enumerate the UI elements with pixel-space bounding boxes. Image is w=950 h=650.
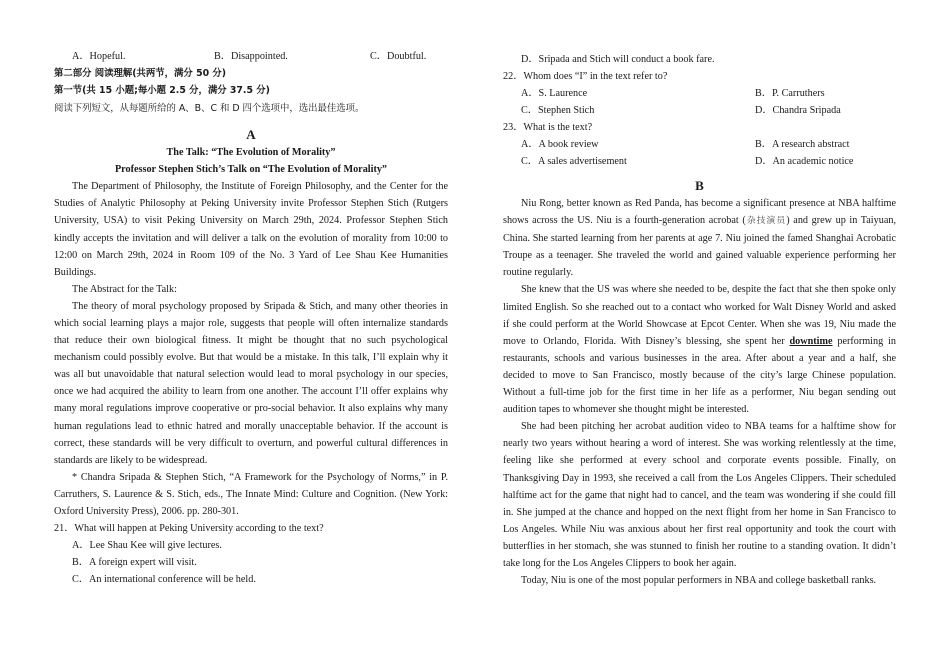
instruction: 阅读下列短文，从每题所给的 A、B、C 和 D 四个选项中，选出最佳选项。 (54, 102, 365, 114)
question-23-options-row-1 (503, 136, 896, 153)
question-22-option-c: C．Stephen Stich (521, 105, 595, 116)
option-a: A．Hopeful. (72, 51, 126, 62)
passage-b-paragraph-3: She had been pitching her acrobat audition video to NBA teams for a halftime show for nearly two years without hearing a word of interest. She was working relentlessly at the time, feeling like she performed at every school and corporate events possible. Finally, on Thanksgiving Day in 1993, she received a call from the Los Angeles Clippers. Their scheduled halftime act for the game that night had to cancel, and the team was wondering if she could fill in. She jumped at the chance and hopped on the next flight from her home in San Francisco to Los Angeles. While Niu was anxious about her first real opportunity and took the court with butterflies in her stomach, she was stunned to finish her routine to a standing ovation. It didn’t take long for the Los Angeles Clippers to book her again. (503, 421, 896, 569)
question-22-option-d: D．Chandra Sripada (755, 105, 841, 116)
passage-a-letter: A (246, 126, 256, 142)
question-22-option-a: A．S. Laurence (521, 88, 588, 99)
passage-b-paragraph-2 (503, 281, 896, 418)
option-b: B．Disappointed. (214, 51, 288, 62)
section-heading: 第一节(共 15 小题;每小题 2.5 分，满分 37.5 分) (54, 85, 270, 97)
passage-a-footnote: * Chandra Sripada & Stephen Stich, “A Framework for the Psychology of Norms,” in P. Carruthers, S. Laurence & S. Stich, eds., The Innate Mind: Culture and Cognition. (New York: Oxford University Press), 2006. pp. 280-301. (54, 471, 448, 517)
para1-text-end: ) and grew up in Taiyuan, China. She started learning from her parents at age 7. Niu joined the famed Shanghai Acrobatic Troupe as a teenager. She traveled the world and gained valuable experience performing her routine regularly. (503, 215, 896, 279)
question-21-stem: 21．What will happen at Peking University according to the text? (54, 523, 324, 535)
para1-text-start: Niu Rong, better known as Red Panda, has become a significant presence at NBA halftime shows across the US. Niu is a fourth-generation acrobat ( (503, 198, 896, 227)
underlined-word-downtime: downtime (789, 335, 833, 347)
question-22-option-b: B．P. Carruthers (755, 88, 825, 99)
passage-a-paragraph-2: The theory of moral psychology proposed by Sripada & Stich, and many other theories in which social learning plays a major role, suggests that people will often internalize standards that reduce their own biological fitness. It might be thought that no such psychological mechanism could possibly evolve. But that would be a mistake. In this talk, I’ll explain why it was all but unavoidable that natural selection would lead to moral psychology in our species, once we had acquired the ability to learn from one another. The account I’ll offer explains why many moral regulations improve cooperative or pro-social behavior. It also explains why many human regulations lead to ethnic hatred and morally unacceptable behavior. If the account is correct, these standards will be very difficult to overturn, and powerful cultural differences in standards are likely to be widespread. (54, 300, 448, 466)
question-22-options-row-2 (503, 102, 896, 119)
question-21-option-d: D．Sripada and Stich will conduct a book fare. (521, 54, 715, 65)
question-22-options-row-1 (503, 85, 896, 102)
question-22-stem: 22．Whom does “I” in the text refer to? (503, 71, 668, 82)
question-21-option-a: A．Lee Shau Kee will give lectures. (72, 540, 222, 552)
question-23-option-d: D．An academic notice (755, 156, 854, 167)
passage-b-paragraph-1 (503, 195, 896, 281)
passage-b-letter: B (695, 178, 704, 193)
passage-a-subtitle: Professor Stephen Stich’s Talk on “The Evolution of Morality” (114, 164, 388, 176)
abstract-label: The Abstract for the Talk: (72, 283, 177, 295)
question-21-option-b: B．A foreign expert will visit. (72, 557, 197, 569)
left-column (54, 48, 448, 588)
passage-b-paragraph-4: Today, Niu is one of the most popular performers in NBA and college basketball ranks. (521, 575, 877, 587)
question-23-option-c: C．A sales advertisement (521, 156, 627, 167)
previous-question-options (54, 48, 448, 65)
question-23-options-row-2 (503, 153, 896, 170)
question-23-option-b: B．A research abstract (755, 139, 850, 150)
para2-text-end: performing in restaurants, schools and various businesses in the area. After about a year and a half, she decided to move to San Francisco, mostly because of the city’s large Chinese population. Without a full-time job for the first time in her life as a performer, Niu began sending out audition tapes to whomever she thought might be interested. (503, 335, 896, 416)
passage-a-paragraph-1: The Department of Philosophy, the Institute of Foreign Philosophy, and the Center for the Studies of Analytic Philosophy at Peking University invite Professor Stephen Stich (Rutgers University, USA) to visit Peking University on March 29th, 2024. Professor Stephen Stich kindly accepts the invitation and will deliver a talk on the evolution of morality from 10:00 to 12:00 on March 29th, 2024 in Room 109 of the No. 3 Yard of Lee Shau Kee Humanities Buildings. (54, 181, 448, 278)
part-heading: 第二部分 阅读理解(共两节，满分 50 分) (54, 68, 227, 80)
question-23-option-a: A．A book review (521, 139, 599, 150)
right-column (503, 51, 896, 589)
question-21-option-c: C．An international conference will be held. (72, 574, 256, 586)
chinese-gloss: 杂技演员 (745, 216, 787, 227)
option-c: C．Doubtful. (370, 51, 427, 62)
para2-text-start: She knew that the US was where she needed to be, despite the fact that she then spoke only limited English. So she reached out to a contact who worked for Walt Disney World and asked if she could perform at the World Showcase at Epcot Center. When she was 19, Niu made the move to Orlando, Florida. With Disney’s blessing, she spent her (503, 284, 896, 347)
question-23-stem: 23．What is the text? (503, 122, 593, 133)
passage-a-title: The Talk: “The Evolution of Morality” (166, 146, 336, 158)
